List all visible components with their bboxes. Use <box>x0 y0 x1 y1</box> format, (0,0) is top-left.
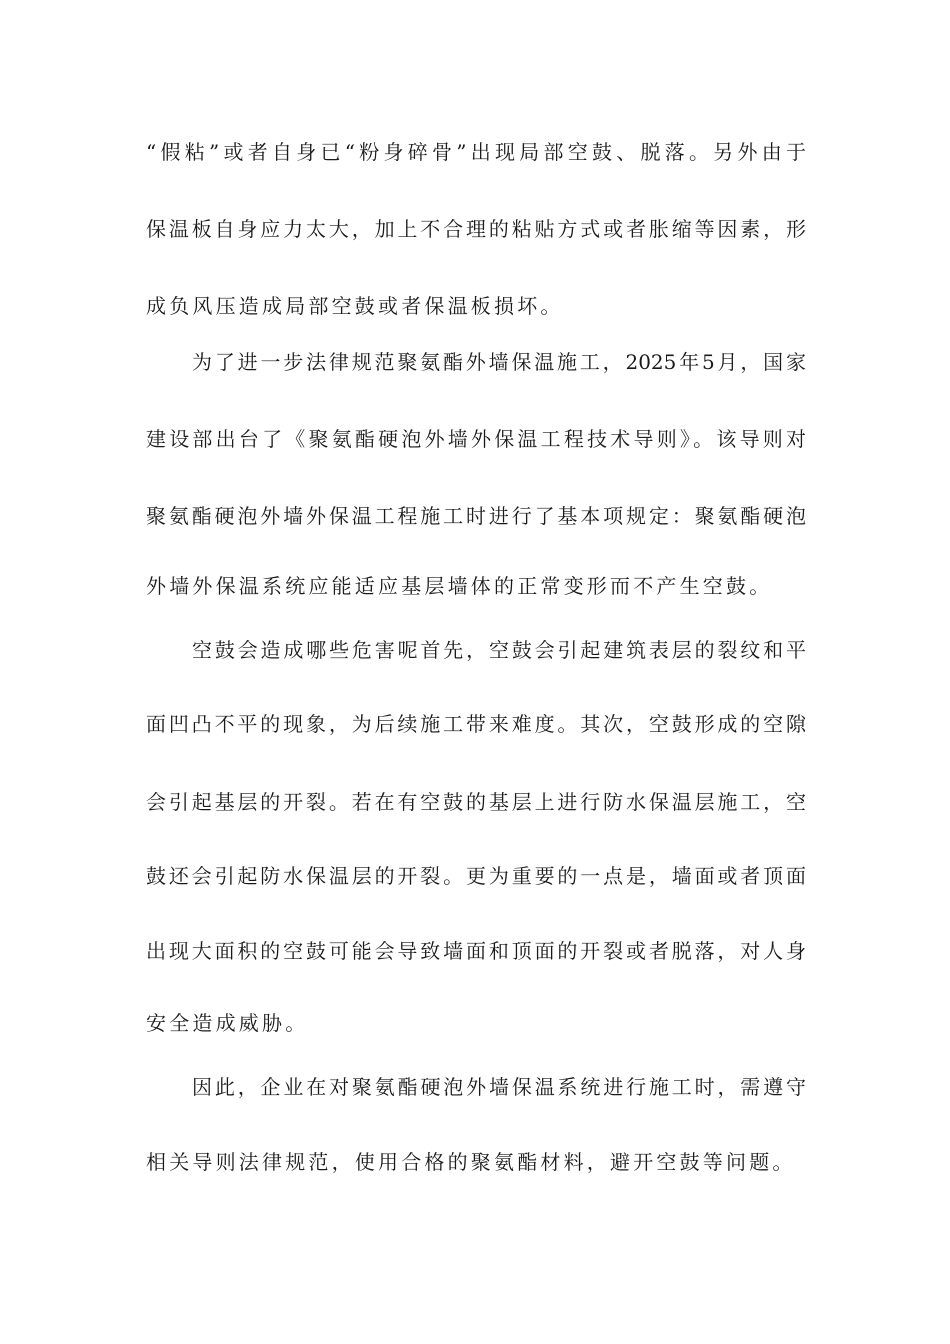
paragraph-first-line: 空鼓会造成哪些危害呢首先，空鼓会引起建筑表层的裂纹和平 <box>192 638 806 662</box>
text-line: 相关导则法律规范，使用合格的聚氨酯材料，避开空鼓等问题。 <box>146 1150 796 1174</box>
text-line: 面凹凸不平的现象，为后续施工带来难度。其次，空鼓形成的空隙 <box>146 712 806 736</box>
text-line: 建设部出台了《聚氨酯硬泡外墙外保温工程技术导则》。该导则对 <box>146 427 806 451</box>
paragraph-first-line: 为了进一步法律规范聚氨酯外墙保温施工，2025年5月，国家 <box>192 350 806 374</box>
paragraph-first-line: 因此，企业在对聚氨酯硬泡外墙保温系统进行施工时，需遵守 <box>192 1075 806 1099</box>
text-line: 会引起基层的开裂。若在有空鼓的基层上进行防水保温层施工，空 <box>146 790 806 814</box>
text-line: 成负风压造成局部空鼓或者保温板损坏。 <box>146 294 564 318</box>
text-line: 聚氨酯硬泡外墙外保温工程施工时进行了基本项规定：聚氨酯硬泡 <box>146 504 806 528</box>
text-line: 鼓还会引起防水保温层的开裂。更为重要的一点是，墙面或者顶面 <box>146 864 806 888</box>
text-line: 外墙外保温系统应能适应基层墙体的正常变形而不产生空鼓。 <box>146 574 773 598</box>
text-line: 安全造成威胁。 <box>146 1011 309 1035</box>
text-line: 保温板自身应力太大，加上不合理的粘贴方式或者胀缩等因素，形 <box>146 217 806 241</box>
text-line: 出现大面积的空鼓可能会导致墙面和顶面的开裂或者脱落，对人身 <box>146 939 806 963</box>
text-line: “假粘”或者自身已“粉身碎骨”出现局部空鼓、脱落。另外由于 <box>146 140 806 164</box>
